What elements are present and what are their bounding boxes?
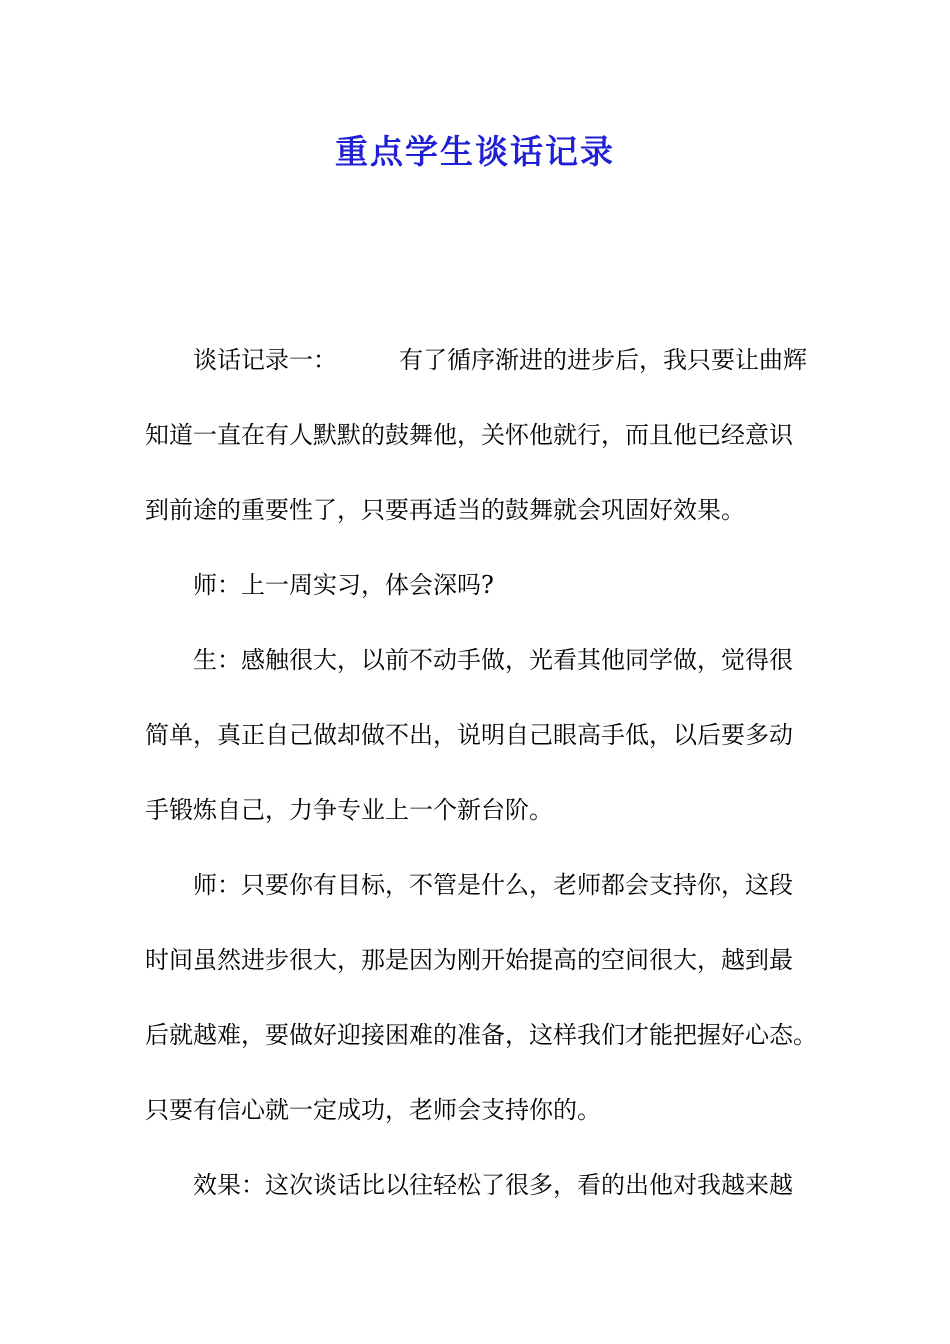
record-label: 谈话记录一： bbox=[193, 346, 337, 374]
effect-line-1: 效果：这次谈话比以往轻松了很多，看的出他对我越来越 bbox=[193, 1171, 793, 1199]
student-answer-line-2: 简单，真正自己做却做不出，说明自己眼高手低，以后要多动 bbox=[145, 721, 793, 749]
student-answer-line-1: 生：感触很大，以前不动手做，光看其他同学做，觉得很 bbox=[193, 646, 793, 674]
teacher-question-line: 师：上一周实习，体会深吗? bbox=[193, 571, 494, 599]
teacher-reply-line-2: 时间虽然进步很大，那是因为刚开始提高的空间很大，越到最 bbox=[145, 946, 793, 974]
paragraph-line-3: 到前途的重要性了，只要再适当的鼓舞就会巩固好效果。 bbox=[145, 496, 745, 524]
student-answer-line-3: 手锻炼自己，力争专业上一个新台阶。 bbox=[145, 796, 553, 824]
teacher-reply-line-4: 只要有信心就一定成功，老师会支持你的。 bbox=[145, 1096, 601, 1124]
record-intro-text: 有了循序渐进的进步后，我只要让曲辉 bbox=[399, 346, 807, 374]
document-title: 重点学生谈话记录 bbox=[335, 132, 615, 171]
paragraph-line-2: 知道一直在有人默默的鼓舞他，关怀他就行，而且他已经意识 bbox=[145, 421, 793, 449]
teacher-reply-line-1: 师：只要你有目标，不管是什么，老师都会支持你，这段 bbox=[193, 871, 793, 899]
teacher-reply-line-3: 后就越难，要做好迎接困难的准备，这样我们才能把握好心态。 bbox=[145, 1021, 817, 1049]
paragraph-line-1 bbox=[193, 336, 807, 384]
